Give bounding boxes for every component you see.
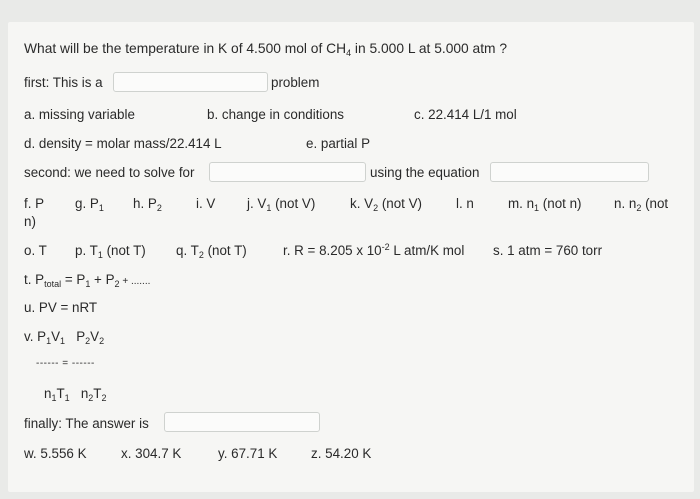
question-text [24, 41, 507, 57]
var-g: g. $P_1$ [75, 196, 104, 213]
equation-v-divider: ------ = ------ [36, 358, 95, 369]
second-label: second: we need to solve for [24, 165, 195, 180]
second-solve-for-input[interactable] [209, 162, 366, 182]
var-k: k. $V_2$ (not V) [350, 196, 422, 213]
answer-y: y. 67.71 K [218, 446, 278, 461]
option-c: c. 22.414 L/1 mol [414, 107, 517, 122]
equation-u: u. PV = nRT [24, 300, 98, 315]
first-answer-input[interactable] [113, 72, 268, 92]
equation-v-numerator: v. $P_1V_1$ $P_2V_2$ [24, 329, 105, 346]
var-m: m. $n_1$ (not n) [508, 196, 582, 213]
var-f: f. P [24, 196, 45, 211]
answer-z: z. 54.20 K [311, 446, 372, 461]
second-equation-input[interactable] [490, 162, 649, 182]
var-s: s. 1 atm = 760 torr [493, 243, 603, 258]
var-j: j. $V_1$ (not V) [247, 196, 316, 213]
var-r: r. R = 8.205 x $10^{-2}$ L atm/K mol [283, 242, 465, 258]
var-l: l. n [456, 196, 474, 211]
ch4-subscript: 4 [346, 48, 352, 58]
var-o: o. T [24, 243, 47, 258]
finally-label: finally: The answer is [24, 416, 149, 431]
answer-w: w. 5.556 K [24, 446, 87, 461]
equation-v-denominator: $n_1T_1$ $n_2T_2$ [44, 386, 107, 403]
var-i: i. V [196, 196, 216, 211]
question-lead: What will be the temperature in K of 4.500 mol of CH [24, 41, 347, 56]
var-p: p. $T_1$ (not T) [75, 243, 146, 260]
second-middle: using the equation [370, 165, 480, 180]
question-tail: in 5.000 L at 5.000 atm ? [351, 41, 508, 56]
option-d: d. density = molar mass/22.414 L [24, 136, 222, 151]
var-q: q. $T_2$ (not T) [176, 243, 247, 260]
first-suffix: problem [271, 75, 320, 90]
equation-t: t. $P_{total} = P_1 + P_2$ + ....... [24, 272, 151, 289]
answer-x: x. 304.7 K [121, 446, 182, 461]
final-answer-input[interactable] [164, 412, 320, 432]
var-h: h. $P_2$ [133, 196, 162, 213]
var-n-wrap: n) [24, 214, 36, 229]
var-n: n. $n_2$ (not [614, 196, 669, 213]
first-label: first: This is a [24, 75, 103, 90]
option-b: b. change in conditions [207, 107, 344, 122]
option-a: a. missing variable [24, 107, 135, 122]
option-e: e. partial P [306, 136, 371, 151]
